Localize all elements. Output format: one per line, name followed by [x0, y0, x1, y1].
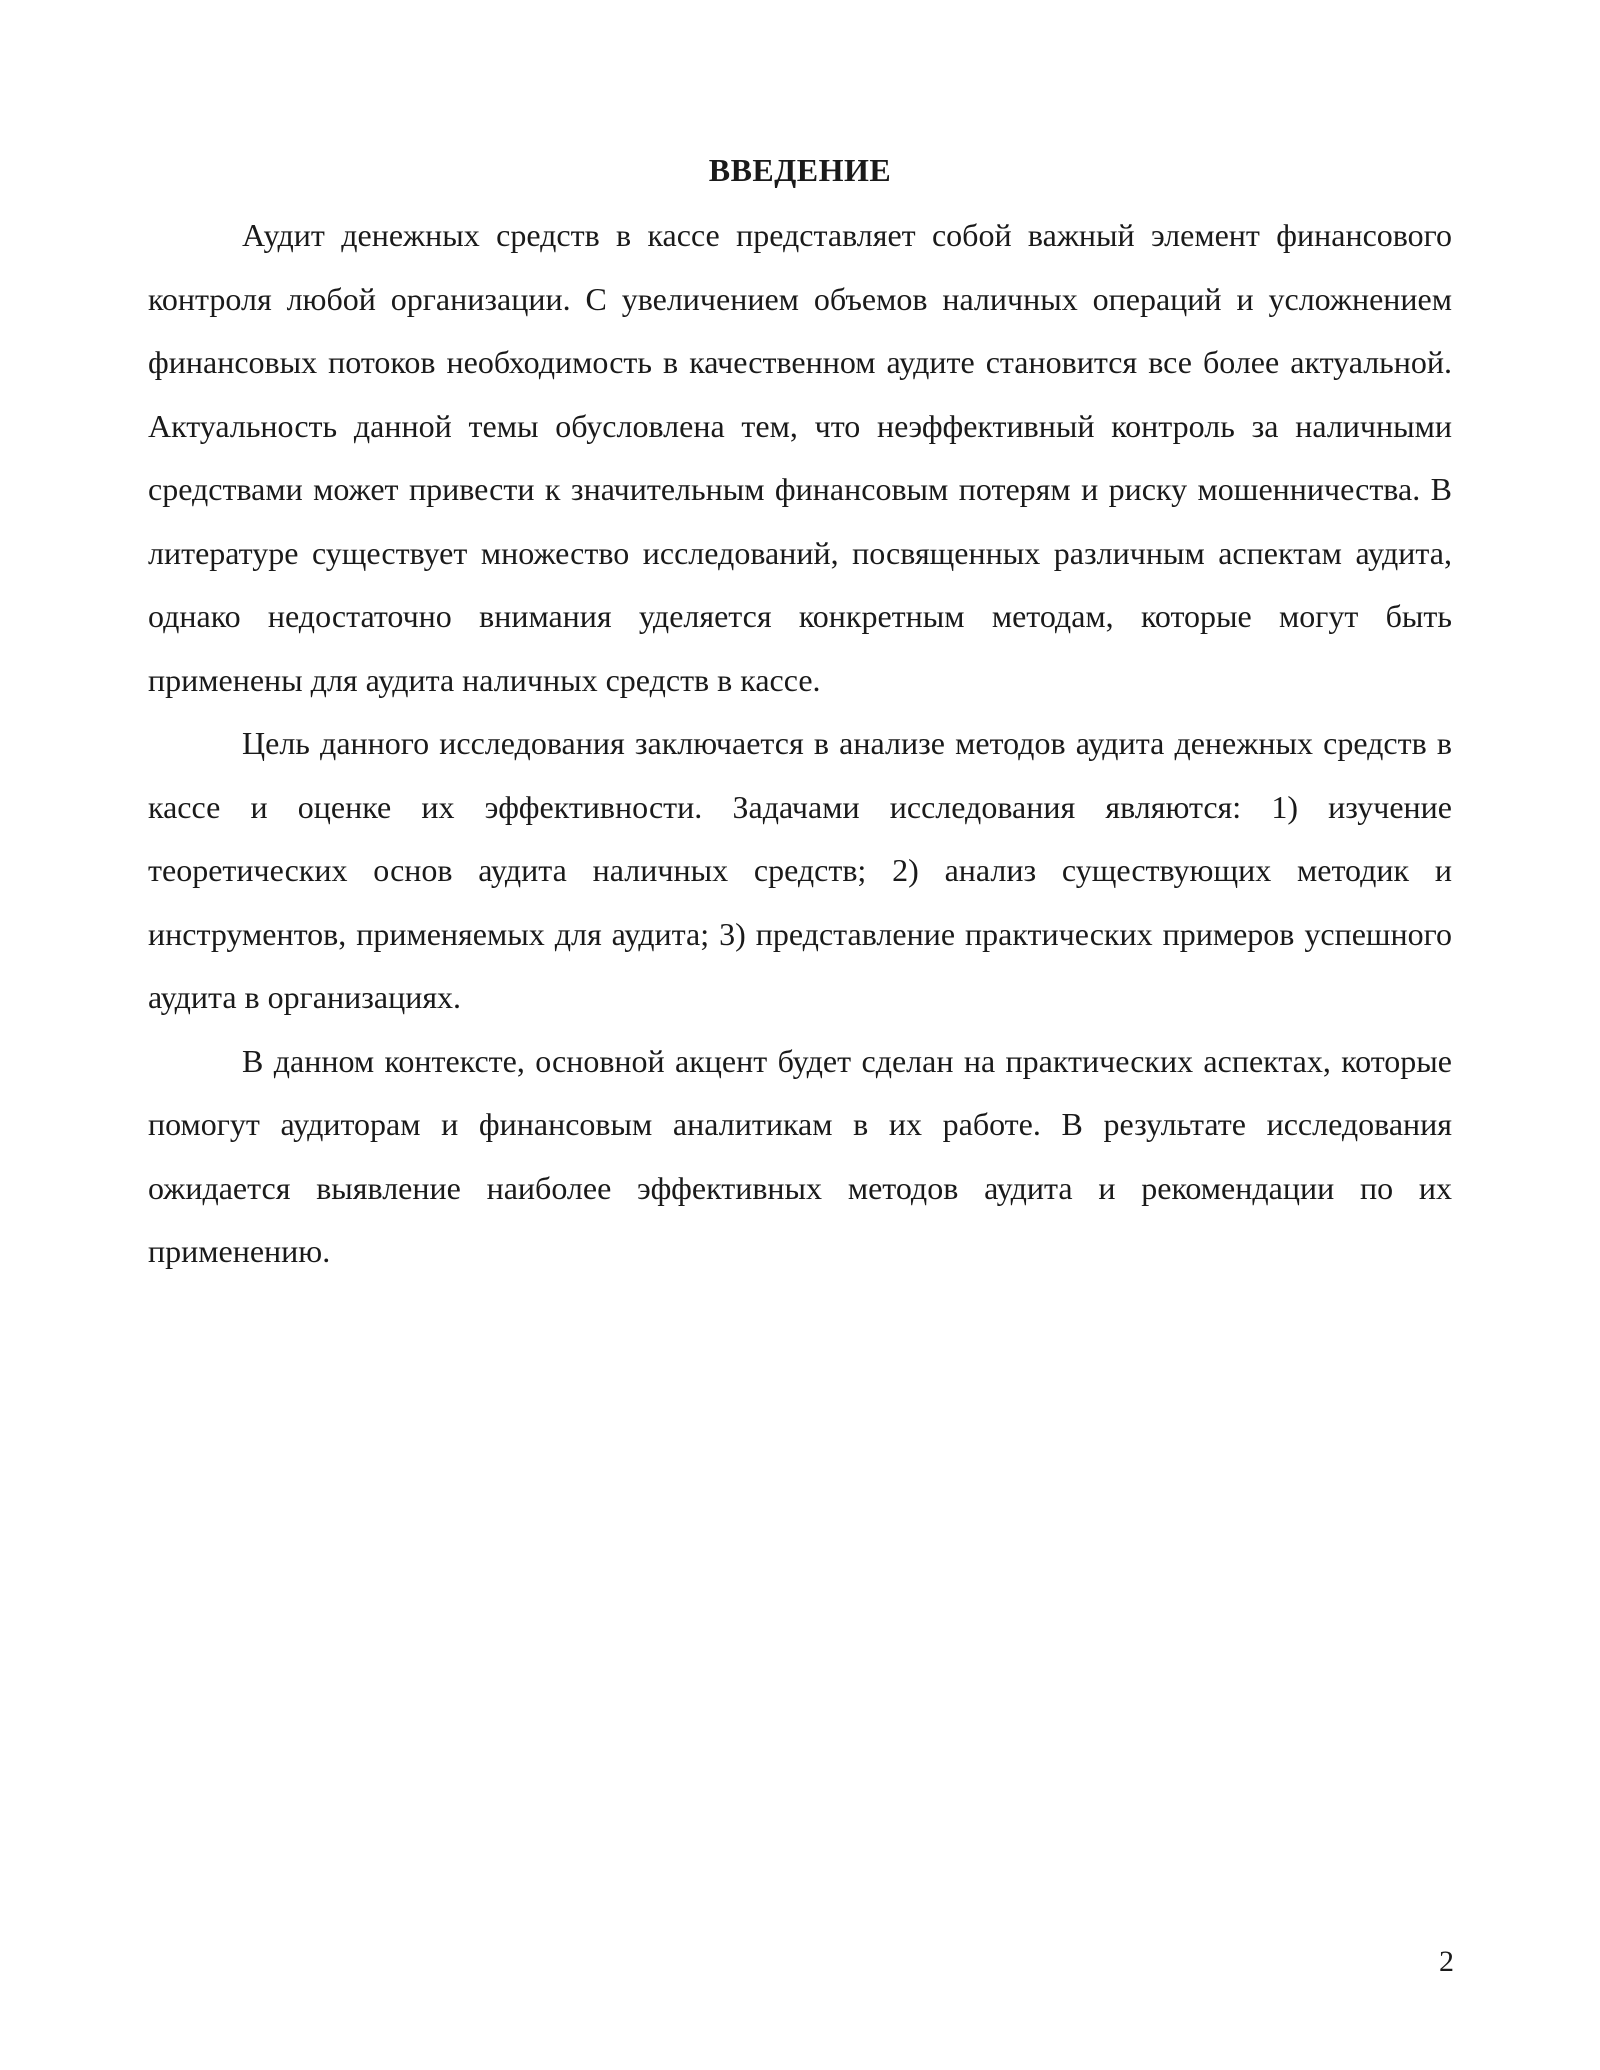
paragraph-context: В данном контексте, основной акцент будет сделан на практических аспектах, которые помогут аудиторам и финансовым аналитикам в их работе. В результате исследования ожидается выявление наиболее эффективных методов аудита и рекомендации по их применению.: [148, 1042, 1452, 1269]
page-number: 2: [1439, 1945, 1454, 1978]
paragraph-relevance: Аудит денежных средств в кассе представляет собой важный элемент финансового контроля любой организации. С увеличением объемов наличных операций и усложнением финансовых потоков необходимость в качественном аудите становится все более актуальной. Актуальность данной темы обусловлена тем, что неэффективный контроль за наличными средствами может привести к значительным финансовым потерям и риску мошенничества. В литературе существует множество исследований, посвященных различным аспектам аудита, однако недостаточно внимания уделяется конкретным методам, которые могут быть применены для аудита наличных средств в кассе.: [148, 217, 1452, 698]
section-title: ВВЕДЕНИЕ: [708, 152, 892, 188]
document-body: [148, 148, 1452, 1284]
paragraph-goals: Цель данного исследования заключается в анализе методов аудита денежных средств в кассе и оценке их эффективности. Задачами исследования являются: 1) изучение теоретических основ аудита наличных средств; 2) анализ существующих методик и инструментов, применяемых для аудита; 3) представление практических примеров успешного аудита в организациях.: [148, 725, 1452, 1015]
